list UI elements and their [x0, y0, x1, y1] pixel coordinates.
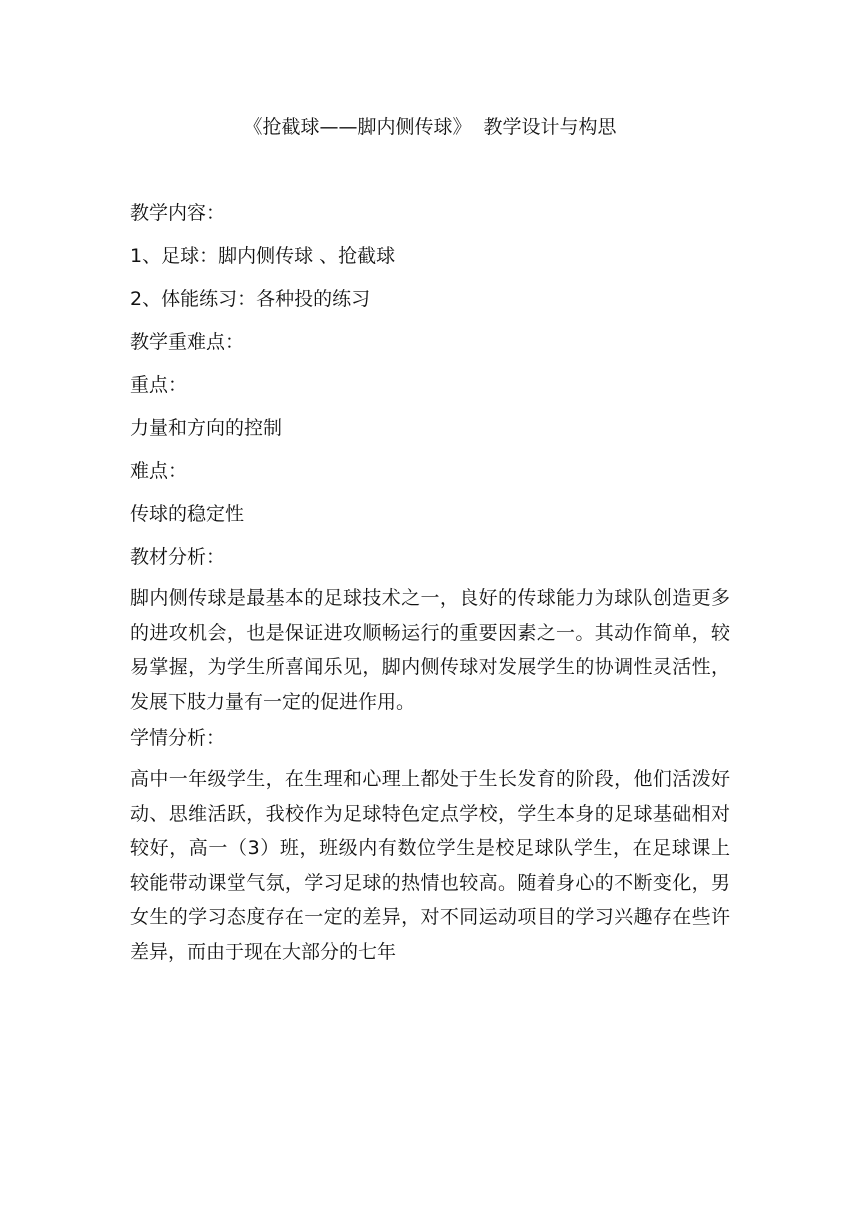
- key-point-heading: 重点：: [130, 374, 188, 396]
- document-body: [130, 198, 730, 973]
- title-main: 《抢截球——脚内侧传球》: [243, 116, 472, 138]
- document-title: [0, 112, 860, 142]
- material-analysis-heading: 教材分析：: [130, 546, 226, 568]
- student-analysis-heading: 学情分析：: [130, 727, 226, 749]
- teaching-content-item-1: 1、足球：脚内侧传球 、抢截球: [130, 245, 396, 267]
- material-analysis-paragraph: 脚内侧传球是最基本的足球技术之一，良好的传球能力为球队创造更多的进攻机会，也是保证进攻顺畅运行的重要因素之一。其动作简单，较易掌握，为学生所喜闻乐见，脚内侧传球对发展学生的协调性灵活性，发展下肢力量有一定的促进作用。: [130, 587, 730, 713]
- key-difficult-heading: 教学重难点：: [130, 331, 245, 353]
- difficult-point-text: 传球的稳定性: [130, 503, 245, 525]
- key-point-text: 力量和方向的控制: [130, 417, 283, 439]
- student-analysis-paragraph: 高中一年级学生，在生理和心理上都处于生长发育的阶段，他们活泼好动、思维活跃，我校作为足球特色定点学校，学生本身的足球基础相对较好，高一（3）班，班级内有数位学生是校足球队学生，在足球课上较能带动课堂气氛，学习足球的热情也较高。随着身心的不断变化，男女生的学习态度存在一定的差异，对不同运动项目的学习兴趣存在些许差异，而由于现在大部分的七年: [130, 768, 730, 963]
- teaching-content-item-2: 2、体能练习：各种投的练习: [130, 288, 371, 310]
- teaching-content-heading: 教学内容：: [130, 202, 226, 224]
- difficult-point-heading: 难点：: [130, 460, 188, 482]
- title-sub: 教学设计与构思: [483, 116, 617, 138]
